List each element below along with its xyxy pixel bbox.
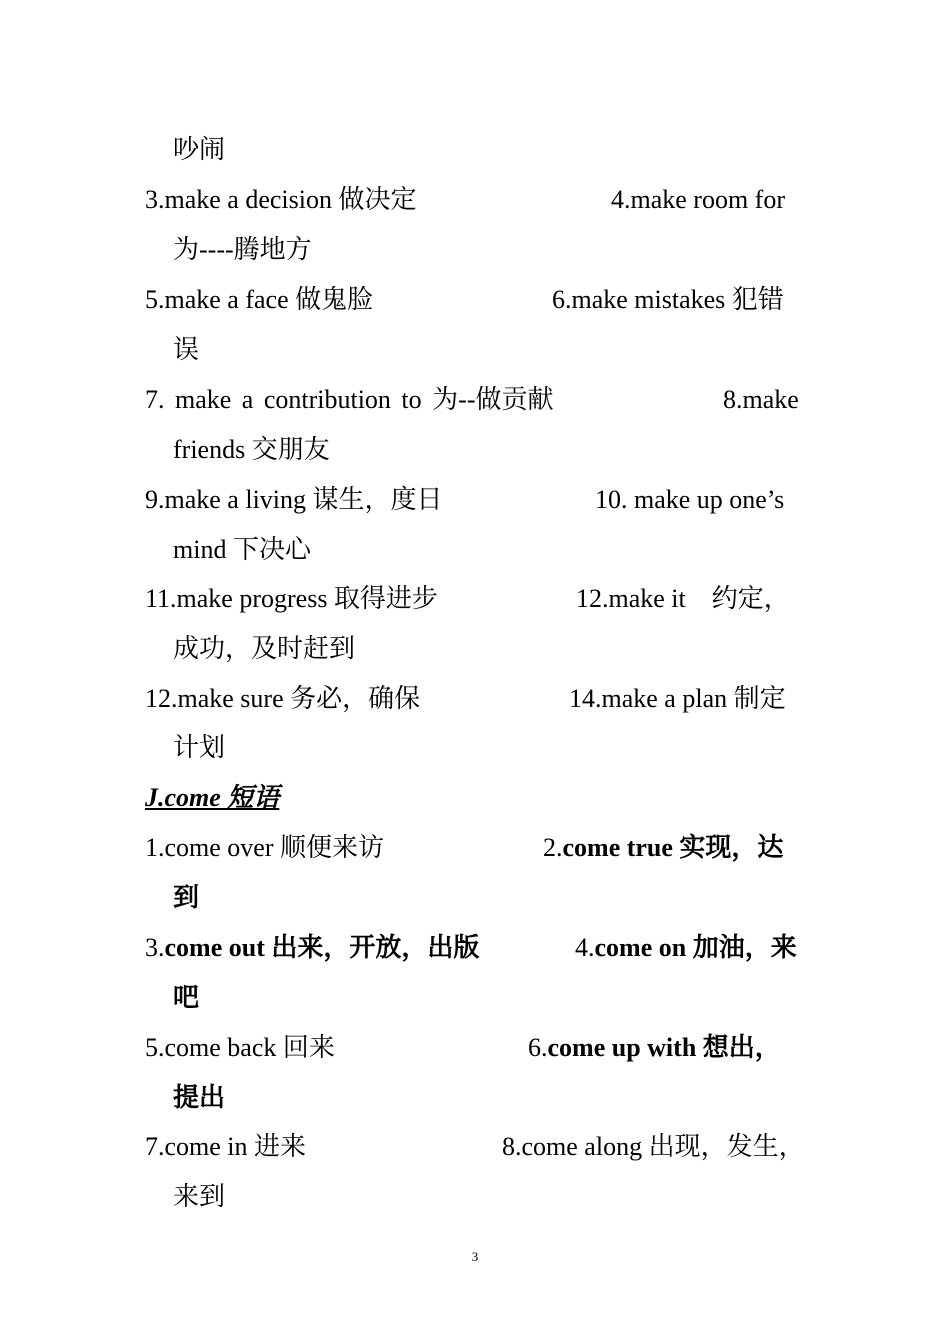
phrase-bold-text: come up with 想出， — [547, 1033, 781, 1062]
phrase-item: 12.make sure 务必，确保 — [145, 684, 421, 713]
phrase-item: 11.make progress 取得进步 — [145, 584, 438, 613]
text-line: 到 — [173, 883, 200, 912]
phrase-item: 10. make up one’s — [595, 485, 785, 514]
phrase-item: 7.come in 进来 — [145, 1132, 307, 1161]
text-line: 提出 — [173, 1083, 226, 1112]
section-heading: J.come 短语 — [145, 783, 280, 812]
phrase-item: 9.make a living 谋生，度日 — [145, 485, 443, 514]
item-number: 3. — [145, 933, 165, 962]
phrase-item: 14.make a plan 制定 — [569, 684, 786, 713]
phrase-bold-text: come on 加油，来 — [594, 933, 797, 962]
page-number: 3 — [471, 1249, 479, 1264]
item-number: 6. — [528, 1033, 548, 1062]
phrase-item: 4.make room for — [611, 185, 786, 214]
text-line: 计划 — [173, 733, 226, 762]
text-line: mind 下决心 — [173, 535, 311, 564]
phrase-item: 8.come along 出现，发生， — [502, 1132, 805, 1161]
phrase-item — [543, 833, 783, 863]
phrase-item: 5.come back 回来 — [145, 1033, 335, 1062]
phrase-item: 7. make a contribution to 为--做贡献 — [145, 385, 554, 414]
phrase-item — [528, 1033, 781, 1063]
text-line: 吵闹 — [173, 135, 226, 164]
item-number: 2. — [543, 833, 563, 862]
text-line: 吧 — [173, 983, 200, 1012]
phrase-bold-text: come true 实现，达 — [562, 833, 784, 862]
text-line: 成功，及时赶到 — [173, 634, 356, 663]
text-line: 为----腾地方 — [173, 235, 312, 264]
phrase-item: 6.make mistakes 犯错 — [552, 285, 784, 314]
phrase-item: 1.come over 顺便来访 — [145, 833, 385, 862]
phrase-item: 12.make it 约定， — [576, 584, 790, 613]
phrase-bold-text: come out 出来，开放，出版 — [164, 933, 480, 962]
phrase-item: 8.make — [723, 385, 799, 414]
item-number: 4. — [575, 933, 595, 962]
phrase-item — [145, 933, 479, 963]
phrase-item: 3.make a decision 做决定 — [145, 185, 417, 214]
phrase-item — [575, 933, 797, 963]
text-line: friends 交朋友 — [173, 435, 330, 464]
text-line: 误 — [173, 335, 200, 364]
phrase-item: 5.make a face 做鬼脸 — [145, 285, 374, 314]
text-line: 来到 — [173, 1182, 226, 1211]
